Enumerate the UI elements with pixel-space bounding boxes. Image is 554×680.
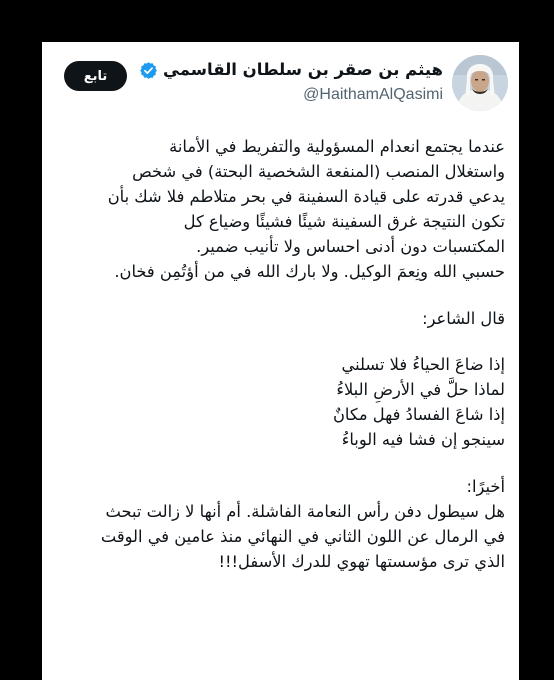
avatar[interactable]: [452, 55, 508, 111]
paragraph-spacer: [51, 284, 505, 306]
verified-badge-icon: [139, 61, 158, 80]
tweet-header: [42, 42, 519, 117]
poet-intro: قال الشاعر:: [422, 309, 505, 328]
tweet-text: [51, 134, 505, 574]
paragraph-line: عندما يجتمع انعدام المسؤولية والتفريط في الأمانة: [169, 137, 505, 156]
paragraph-line: تكون النتيجة غرق السفينة شيئًا فشيئًا وضياع كل: [183, 212, 505, 231]
poem-verse: لماذا حلَّ في الأرضِ البلاءُ: [336, 380, 505, 399]
paragraph-line: المكتسبات دون أدنى احساس ولا تأنيب ضمير.: [196, 237, 505, 256]
paragraph-line: يدعي قدرته على قيادة السفينة في بحر متلاطم فلا شك بأن: [107, 187, 505, 206]
poem-verse: إذا شاعَ الفسادُ فهل مكانٌ: [332, 405, 505, 424]
author-name-row: [139, 59, 443, 81]
follow-button[interactable]: تابع: [64, 61, 127, 91]
paragraph-line: هل سيطول دفن رأس النعامة الفاشلة. أم أنها لا زالت تبحث: [105, 502, 505, 521]
paragraph-line: حسبي الله ونِعمَ الوكيل. ولا بارك الله في من أؤتُمِن فخان.: [114, 262, 505, 281]
profile-photo-icon: [452, 55, 508, 111]
finally-label: أخيرًا:: [466, 477, 505, 496]
tweet-card: [42, 42, 519, 680]
paragraph-line: الذي ترى مؤسستها تهوي للدرك الأسفل!!!: [218, 552, 505, 571]
paragraph-line: واستغلال المنصب (المنفعة الشخصية البحتة) في شخص: [132, 162, 505, 181]
author-handle[interactable]: @HaithamAlQasimi: [303, 86, 443, 103]
paragraph-spacer: [51, 331, 505, 352]
poem-verse: إذا ضاعَ الحياءُ فلا تسلني: [341, 355, 505, 374]
poem-verse: سينجو إن فشا فيه الوباءُ: [341, 430, 505, 449]
paragraph-line: في الرمال عن اللون الثاني في النهائي منذ عامين في الوقت: [100, 527, 505, 546]
paragraph-spacer: [51, 452, 505, 474]
author-display-name[interactable]: هيثم بن صقر بن سلطان القاسمي: [163, 60, 443, 79]
